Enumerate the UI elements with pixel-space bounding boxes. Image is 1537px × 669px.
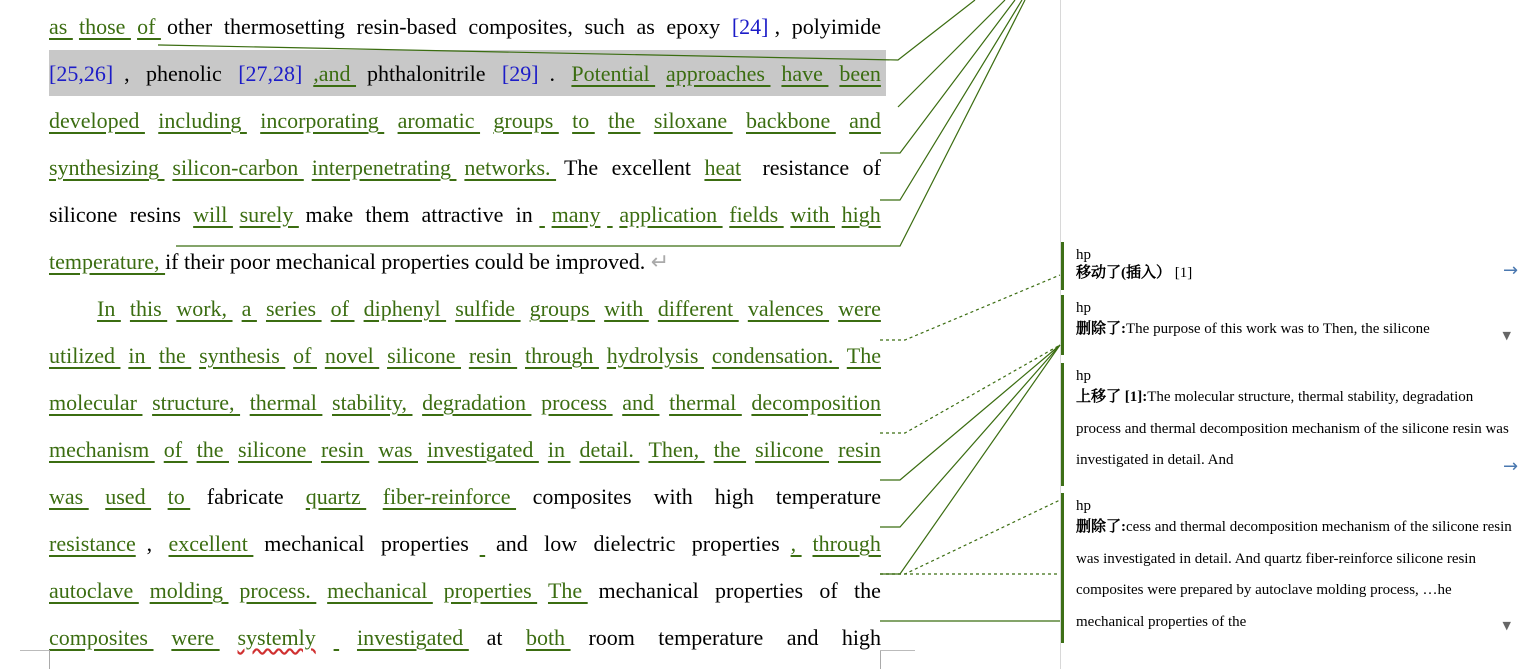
inserted-text[interactable]: in bbox=[547, 437, 571, 462]
text-line[interactable] bbox=[49, 57, 881, 91]
jump-to-arrow-icon[interactable]: → bbox=[1503, 456, 1519, 477]
balloon-bar bbox=[1061, 242, 1064, 290]
inserted-text[interactable]: were bbox=[171, 625, 220, 650]
text-run[interactable]: ↵ bbox=[650, 249, 670, 274]
text-line[interactable] bbox=[49, 198, 881, 232]
text-run[interactable]: phenolic bbox=[146, 61, 228, 86]
text-run[interactable]: attractive bbox=[421, 202, 509, 227]
text-line[interactable] bbox=[49, 480, 881, 514]
inserted-text[interactable]: backbone bbox=[746, 108, 836, 133]
text-run[interactable]: , bbox=[124, 61, 136, 86]
inserted-text[interactable]: The bbox=[846, 343, 881, 368]
inserted-text[interactable]: novel bbox=[324, 343, 380, 368]
inserted-text[interactable]: detail. bbox=[579, 437, 640, 462]
text-run[interactable]: of bbox=[862, 155, 881, 180]
inserted-text[interactable]: synthesizing bbox=[49, 155, 165, 180]
text-run[interactable]: , bbox=[146, 531, 158, 556]
text-run[interactable]: resins bbox=[129, 202, 187, 227]
inserted-text[interactable]: groups bbox=[493, 108, 559, 133]
text-run[interactable]: low bbox=[544, 531, 583, 556]
inserted-text[interactable]: been bbox=[839, 61, 881, 86]
inserted-text[interactable]: stability, bbox=[332, 390, 413, 415]
balloon-bar bbox=[1061, 493, 1064, 643]
text-run[interactable]: temperature bbox=[658, 625, 769, 650]
inserted-text[interactable]: sulfide bbox=[455, 296, 521, 321]
inserted-text[interactable]: quartz bbox=[305, 484, 367, 509]
inserted-text[interactable]: those bbox=[78, 14, 131, 39]
revision-balloon[interactable] bbox=[1061, 295, 1531, 355]
inserted-text[interactable]: structure, bbox=[152, 390, 241, 415]
citation-ref[interactable]: [25,26] bbox=[49, 61, 114, 86]
revision-type: 删除了: bbox=[1076, 321, 1126, 337]
text-run[interactable]: with bbox=[653, 484, 699, 509]
comment-body bbox=[1076, 258, 1531, 290]
inserted-text[interactable]: with bbox=[790, 202, 835, 227]
text-run[interactable]: in bbox=[515, 202, 533, 227]
inserted-text[interactable]: the bbox=[196, 437, 229, 462]
text-run[interactable]: and bbox=[786, 625, 824, 650]
citation-ref[interactable]: [24] bbox=[731, 14, 769, 39]
text-line[interactable] bbox=[49, 386, 881, 420]
inserted-text[interactable]: the bbox=[713, 437, 747, 462]
inserted-text[interactable]: resin bbox=[468, 343, 518, 368]
inserted-text[interactable]: In bbox=[97, 296, 121, 321]
text-line[interactable] bbox=[49, 104, 881, 138]
inserted-text[interactable]: through bbox=[524, 343, 599, 368]
text-run[interactable]: room bbox=[588, 625, 641, 650]
inserted-text[interactable]: to bbox=[167, 484, 191, 509]
inserted-text[interactable]: aromatic bbox=[397, 108, 481, 133]
inserted-text[interactable]: fiber-reinforce bbox=[382, 484, 517, 509]
jump-to-arrow-icon[interactable]: → bbox=[1503, 260, 1519, 281]
inserted-text[interactable]: the bbox=[608, 108, 641, 133]
inserted-text[interactable]: have bbox=[781, 61, 829, 86]
inserted-text[interactable]: silicone bbox=[238, 437, 312, 462]
text-run[interactable]: and bbox=[496, 531, 534, 556]
text-run[interactable]: if their poor mechanical properties could be improved. bbox=[165, 249, 651, 274]
text-run[interactable]: dielectric bbox=[593, 531, 681, 556]
inserted-text[interactable]: molding bbox=[149, 578, 229, 603]
text-run[interactable]: at bbox=[486, 625, 509, 650]
inserted-text[interactable]: Potential bbox=[571, 61, 656, 86]
balloon-bar bbox=[1061, 295, 1064, 355]
inserted-text[interactable] bbox=[539, 198, 545, 232]
page-corner-mark bbox=[880, 650, 881, 669]
inserted-text[interactable]: degradation bbox=[422, 390, 532, 415]
inserted-text[interactable]: surely bbox=[239, 202, 299, 227]
inserted-text[interactable]: condensation. bbox=[711, 343, 839, 368]
inserted-text[interactable]: of bbox=[137, 14, 161, 39]
balloon-bar bbox=[1061, 363, 1064, 486]
inserted-text[interactable]: properties bbox=[443, 578, 538, 603]
inserted-text[interactable]: were bbox=[838, 296, 881, 321]
text-run[interactable]: fabricate bbox=[206, 484, 290, 509]
inserted-text[interactable]: fields bbox=[729, 202, 784, 227]
inserted-text[interactable]: incorporating bbox=[260, 108, 385, 133]
revision-text: [1] bbox=[1171, 265, 1193, 281]
inserted-text[interactable]: of bbox=[330, 296, 355, 321]
inserted-text[interactable]: resin bbox=[838, 437, 881, 462]
comment-body bbox=[1076, 314, 1516, 346]
comment-author: hp bbox=[1076, 247, 1091, 263]
inserted-text[interactable]: process. bbox=[239, 578, 317, 603]
inserted-text[interactable]: hydrolysis bbox=[606, 343, 704, 368]
inserted-text[interactable]: Then, bbox=[648, 437, 705, 462]
text-run[interactable]: temperature bbox=[775, 484, 881, 509]
text-run[interactable]: resin-based bbox=[356, 14, 463, 39]
inserted-text[interactable]: thermal bbox=[249, 390, 323, 415]
inserted-text[interactable] bbox=[480, 527, 486, 561]
inserted-text[interactable]: thermal bbox=[669, 390, 742, 415]
text-run[interactable]: mechanical bbox=[264, 531, 370, 556]
inserted-text[interactable]: excellent bbox=[168, 531, 254, 556]
text-run[interactable]: high bbox=[841, 625, 881, 650]
page-corner-mark bbox=[49, 650, 50, 669]
revision-text: cess and thermal decomposition mechanism of the silicone resin was investigated in detail. And quartz fiber-reinforce silicone resin composites were prepared by autoclave molding process, …he mechanical properties of the bbox=[1076, 519, 1512, 630]
revision-type: 删除了: bbox=[1076, 519, 1126, 535]
inserted-text[interactable]: was bbox=[378, 437, 418, 462]
inserted-text[interactable]: synthesis bbox=[199, 343, 286, 368]
revision-balloon[interactable] bbox=[1061, 363, 1531, 486]
text-run[interactable]: properties bbox=[715, 578, 809, 603]
inserted-text[interactable]: diphenyl bbox=[363, 296, 447, 321]
inserted-text[interactable]: high bbox=[841, 202, 881, 227]
inserted-text[interactable]: to bbox=[572, 108, 595, 133]
text-line[interactable] bbox=[49, 339, 881, 373]
text-line[interactable] bbox=[49, 433, 881, 467]
text-run[interactable]: as bbox=[636, 14, 661, 39]
text-line[interactable] bbox=[49, 527, 881, 561]
inserted-text[interactable]: will bbox=[193, 202, 233, 227]
expand-more-icon[interactable]: ▼ bbox=[1502, 329, 1511, 342]
inserted-text[interactable]: molecular bbox=[49, 390, 143, 415]
inserted-text[interactable]: silicone bbox=[387, 343, 461, 368]
text-run[interactable] bbox=[749, 151, 755, 185]
inserted-text[interactable]: the bbox=[158, 343, 192, 368]
text-run[interactable]: such bbox=[584, 14, 631, 39]
inserted-text[interactable]: application bbox=[619, 202, 723, 227]
text-run[interactable]: other bbox=[167, 14, 218, 39]
inserted-text[interactable]: investigated bbox=[427, 437, 539, 462]
inserted-text[interactable]: composites bbox=[49, 625, 154, 650]
text-run[interactable]: The bbox=[563, 155, 604, 180]
text-run[interactable]: excellent bbox=[611, 155, 697, 180]
page-corner-mark bbox=[20, 650, 49, 651]
text-line[interactable] bbox=[49, 151, 881, 185]
inserted-text[interactable]: siloxane bbox=[653, 108, 733, 133]
text-run[interactable]: epoxy bbox=[666, 14, 726, 39]
text-run[interactable]: silicone bbox=[49, 202, 123, 227]
revision-text: The purpose of this work was to Then, the silicone bbox=[1126, 321, 1430, 337]
inserted-text[interactable]: of bbox=[163, 437, 188, 462]
comment-author: hp bbox=[1076, 300, 1091, 316]
inserted-text[interactable]: this bbox=[129, 296, 168, 321]
inserted-text[interactable]: used bbox=[105, 484, 152, 509]
inserted-text[interactable]: mechanism bbox=[49, 437, 155, 462]
text-run[interactable]: resistance bbox=[762, 155, 855, 180]
inserted-text[interactable]: utilized bbox=[49, 343, 121, 368]
text-line[interactable] bbox=[49, 10, 881, 44]
text-run[interactable]: of bbox=[819, 578, 844, 603]
inserted-text[interactable]: , bbox=[790, 531, 802, 556]
inserted-text[interactable]: silicon-carbon bbox=[172, 155, 304, 180]
inserted-text[interactable]: both bbox=[525, 625, 571, 650]
text-line[interactable] bbox=[49, 245, 881, 279]
revision-balloon[interactable] bbox=[1061, 242, 1531, 290]
inserted-text[interactable]: groups bbox=[529, 296, 596, 321]
comment-author: hp bbox=[1076, 368, 1091, 384]
revision-text: The molecular structure, thermal stability, degradation process and thermal decomposition mechanism of the silicone resin was investigated in detail. And bbox=[1076, 389, 1509, 468]
inserted-text[interactable]: interpenetrating bbox=[311, 155, 457, 180]
inserted-text[interactable]: investigated bbox=[356, 625, 469, 650]
inserted-text[interactable]: resin bbox=[320, 437, 370, 462]
inserted-text[interactable]: and bbox=[622, 390, 660, 415]
inserted-text[interactable]: many bbox=[551, 202, 601, 227]
inserted-text[interactable]: ,and bbox=[313, 61, 357, 86]
inserted-text[interactable] bbox=[334, 621, 340, 655]
inserted-text[interactable]: decomposition bbox=[751, 390, 881, 415]
inserted-text[interactable]: systemly bbox=[237, 625, 316, 650]
text-run[interactable]: phthalonitrile bbox=[366, 61, 491, 86]
citation-ref[interactable]: [29] bbox=[501, 61, 539, 86]
inserted-text[interactable] bbox=[607, 198, 613, 232]
inserted-text[interactable]: of bbox=[293, 343, 317, 368]
inserted-text[interactable]: The bbox=[547, 578, 588, 603]
text-run[interactable]: . bbox=[549, 61, 561, 86]
inserted-text[interactable]: a bbox=[241, 296, 257, 321]
page-corner-mark bbox=[880, 650, 915, 651]
inserted-text[interactable]: with bbox=[604, 296, 649, 321]
inserted-text[interactable]: networks. bbox=[464, 155, 557, 180]
text-run[interactable]: thermosetting bbox=[223, 14, 351, 39]
inserted-text[interactable]: was bbox=[49, 484, 89, 509]
inserted-text[interactable]: in bbox=[128, 343, 151, 368]
inserted-text[interactable]: and bbox=[849, 108, 881, 133]
text-run[interactable]: make bbox=[305, 202, 359, 227]
citation-ref[interactable]: [27,28] bbox=[238, 61, 303, 86]
revision-type: 移动了(插入） bbox=[1076, 265, 1171, 281]
inserted-text[interactable]: valences bbox=[747, 296, 830, 321]
text-run[interactable]: , bbox=[774, 14, 786, 39]
inserted-text[interactable]: resistance bbox=[49, 531, 136, 556]
text-run[interactable]: mechanical bbox=[598, 578, 705, 603]
inserted-text[interactable]: developed bbox=[49, 108, 145, 133]
inserted-text[interactable]: different bbox=[657, 296, 739, 321]
inserted-text[interactable]: series bbox=[265, 296, 322, 321]
inserted-text[interactable]: approaches bbox=[666, 61, 771, 86]
inserted-text[interactable]: through bbox=[812, 531, 881, 556]
inserted-text[interactable]: silicone bbox=[755, 437, 830, 462]
inserted-text[interactable]: mechanical bbox=[327, 578, 433, 603]
text-run[interactable]: them bbox=[365, 202, 415, 227]
inserted-text[interactable]: process bbox=[541, 390, 613, 415]
text-run[interactable]: composites, bbox=[468, 14, 579, 39]
comment-author: hp bbox=[1076, 498, 1091, 514]
inserted-text[interactable]: temperature, bbox=[49, 249, 166, 274]
text-run[interactable]: high bbox=[714, 484, 760, 509]
text-line[interactable] bbox=[49, 574, 881, 608]
text-line[interactable] bbox=[49, 621, 881, 655]
comment-body bbox=[1076, 512, 1516, 638]
text-run[interactable]: properties bbox=[380, 531, 469, 556]
revision-type: 上移了 [1]: bbox=[1076, 389, 1148, 405]
inserted-text[interactable]: autoclave bbox=[49, 578, 139, 603]
expand-more-icon[interactable]: ▼ bbox=[1502, 619, 1511, 632]
revision-balloon[interactable] bbox=[1061, 493, 1531, 643]
text-run[interactable]: polyimide bbox=[791, 14, 881, 39]
inserted-text[interactable]: as bbox=[49, 14, 73, 39]
comment-body bbox=[1076, 382, 1516, 477]
inserted-text[interactable]: work, bbox=[176, 296, 233, 321]
inserted-text[interactable]: heat bbox=[704, 155, 742, 180]
text-run[interactable]: properties bbox=[691, 531, 780, 556]
text-run[interactable]: the bbox=[854, 578, 881, 603]
text-line[interactable] bbox=[97, 292, 881, 326]
text-run[interactable]: composites bbox=[532, 484, 638, 509]
inserted-text[interactable]: including bbox=[158, 108, 247, 133]
